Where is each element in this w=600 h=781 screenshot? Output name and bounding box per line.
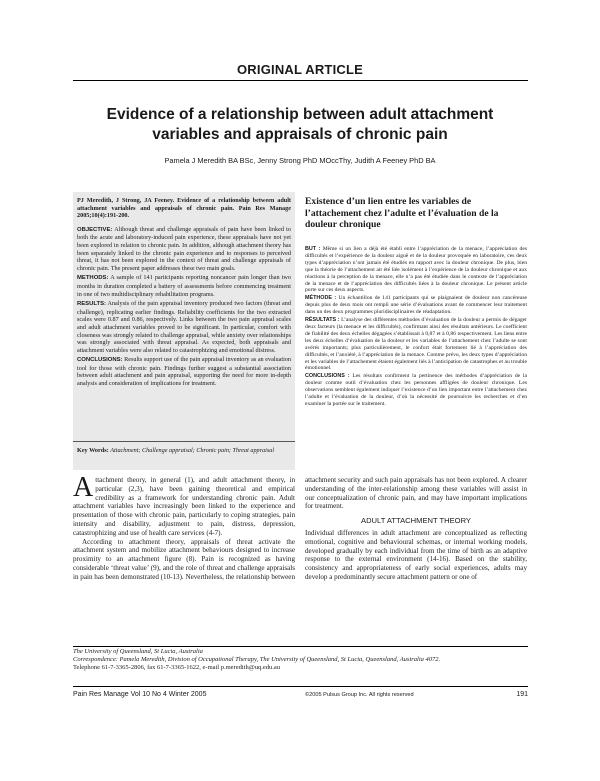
abstract-objective: OBJECTIVE: Although threat and challenge appraisals of pain have been linked to both the acute and laboratory-induced pain experience, these appraisals have not yet been explored in relation to chronic pain. In addition, although attachment theory has been separately linked to the chronic pain experience and to responses to perceived threat, it has not been explored in the context of threat and challenge appraisals of chronic pain. The present paper addresses these two main goals. [77,225,291,272]
copyright: ©2005 Pulsus Group Inc. All rights reserved [305,692,414,698]
threat-paragraph: According to attachment theory, appraisals of threat activate the attachment system and mobilize attachment behaviours designed to increase proximity to an attachment figure (8). Pain is recognized as having considerable ‘threat value’ (9), and the role of threat and challenge appraisals in pain has been demonstrated (10-13). Nevertheless, the relationship between [73,537,296,581]
page-number: 191 [516,691,528,698]
french-resultats: RÉSULTATS : L’analyse des différentes méthodes d’évaluation de la douleur a permis de dégager deux facteurs (la menace et les difficultés), confirmant ainsi des résultats antérieurs. Le coefficient de fiabilité des deux échelles dégagées s’établissait à 0,87 et à 0,86 respectivement. Les liens entre les deux échelles d’évaluation de la douleur et les variables de l’attachement chez l’adulte se sont avérés importants; plus particulièrement, le confort était fortement lié à l’appréciation des difficultés, et l’anxiété, à l’appréciation de la menace. Comme prévu, les deux types d’appréciation et les variables de l’attachement étaient également liés à l’anticipation de catastrophes et au trouble émotionnel. [305,317,528,372]
dropcap: A [73,472,94,503]
affiliation-divider [73,646,528,647]
authors: Pamela J Meredith BA BSc, Jenny Strong PhD MOccThy, Judith A Feeney PhD BA [164,156,436,165]
section-label: ORIGINAL ARTICLE [237,62,363,77]
body-right-column [305,476,527,582]
abstract-french [305,246,527,409]
section-heading: ADULT ATTACHMENT THEORY [361,516,471,526]
abstract-methods: METHODS: A sample of 141 participants reporting noncancer pain longer than two months in duration completed a battery of assessments before commencing treatment in one of two multidisciplinary rehabilitation programs. [77,274,291,298]
abstract-english [77,197,291,390]
abstract-citation: PJ Meredith, J Strong, JA Feeney. Evidence of a relationship between adult attachment variables and appraisals of chronic pain. Pain Res Manage 2005;10(4):191-200. [77,197,291,220]
french-methode: MÉTHODE : Un échantillon de 141 participants qui se plaignaient de douleur non cancéreuse depuis plus de deux mois ont rempli une série d’évaluations avant de commencer leur traitement dans un des deux programmes pluridisciplinaires de réadaptation. [305,295,527,316]
affiliation-correspondence: Correspondence: Pamela Meredith, Division of Occupational Therapy, The University of Queensland, St Lucia, Queensland, Australia 4072. [73,656,441,663]
affiliation [73,648,533,672]
section-divider [73,80,528,81]
continuation-paragraph: attachment security and such pain appraisals has not been explored. A clearer understanding of the inter-relationship among these variables will assist in our conceptualization of chronic pain, and may have important implications for treatment. [305,476,527,511]
french-title: Existence d’un lien entre les variables de l’attachement chez l’adulte et l’évaluation de la douleur chronique [305,196,499,230]
french-but: BUT : Même si un lien a déjà été établi entre l’appréciation de la menace, l’appréciation des difficultés et l’expérience de la douleur aiguë et de la douleur provoquée en laboratoire, ces deux types d’appréciation n’ont jamais été étudiés en rapport avec la douleur chronique. De plus, bien que la théorie de l’attachement ait été liée isolément à l’expérience de la douleur chronique et aux réactions à la perception de la menace, elle n’a pas été étudiée dans le contexte de l’appréciation de la menace et de l’appréciation des difficultés liées à la douleur chronique. Le présent article porte sur ces deux aspects. [305,246,527,294]
abstract-conclusions: CONCLUSIONS: Results support use of the pain appraisal inventory as an evaluation tool for those with chronic pain. Findings further suggest a substantial association between adult attachment and pain appraisal, supporting the need for more in-depth analysis and consideration of implications for treatment. [77,356,291,388]
body-left-column [73,472,296,582]
keywords: Key Words: Attachment; Challenge appraisal; Chronic pain; Threat appraisal [77,447,275,454]
footer-divider [73,686,528,687]
affiliation-contact: Telephone 61-7-3365-2806, fax 61-7-3365-1622, e-mail p.meredith@uq.edu.au [73,664,280,671]
keywords-divider [73,441,295,442]
french-conclusions: CONCLUSIONS : Les résultats confirment la pertinence des méthodes d’appréciation de la douleur comme outil d’évaluation chez les personnes affligées de douleur chronique. Les observations semblent également indiquer l’existence d’un lien important entre l’attachement chez l’adulte et l’évaluation de la douleur, d’où la nécessité de poursuivre les recherches et d’en examiner la portée sur le traitement. [305,373,527,407]
abstract-results: RESULTS: Analysis of the pain appraisal inventory produced two factors (threat and challenge), replicating earlier findings. Reliability coefficients for the two extracted scales were 0.87 and 0.86, respectively. Links between the two pain appraisal scales and adult attachment variables proved to be significant. In particular, comfort with closeness was strongly related to challenge appraisal, while anxiety over relationships was strongly associated with threat appraisal. As expected, both appraisals and attachment variables were also related to catastrophizing and emotional distress. [77,300,291,354]
title-line-2: variables and appraisals of chronic pain [152,126,448,143]
affiliation-institution: The University of Queensland, St Lucia, Australia [73,648,203,655]
journal-info: Pain Res Manage Vol 10 No 4 Winter 2005 [73,691,207,698]
attachment-paragraph: Individual differences in adult attachment are conceptualized as reflecting emotional, cognitive and behavioural schemas, or internal working models, developed gradually by each individual from the time of birth as an adaptive response to the external environment (14-16). Based on the stability, consistency and appropriateness of early social experiences, adults may develop a predominantly secure attachment pattern or one of [305,528,527,581]
title-line-1: Evidence of a relationship between adult attachment [106,106,494,123]
article-title [60,105,540,145]
intro-paragraph: Attachment theory, in general (1), and adult attachment theory, in particular (2,3), have been gaining theoretical and empirical credibility as a framework for understanding chronic pain. Adult attachment variables have increasingly been linked to the experience and presentation of those with chronic pain, particularly to coping strategies, pain intensity and disability, adjustment to pain, distress, depression, catastrophizing and use of health care services (4-7). [73,472,295,537]
